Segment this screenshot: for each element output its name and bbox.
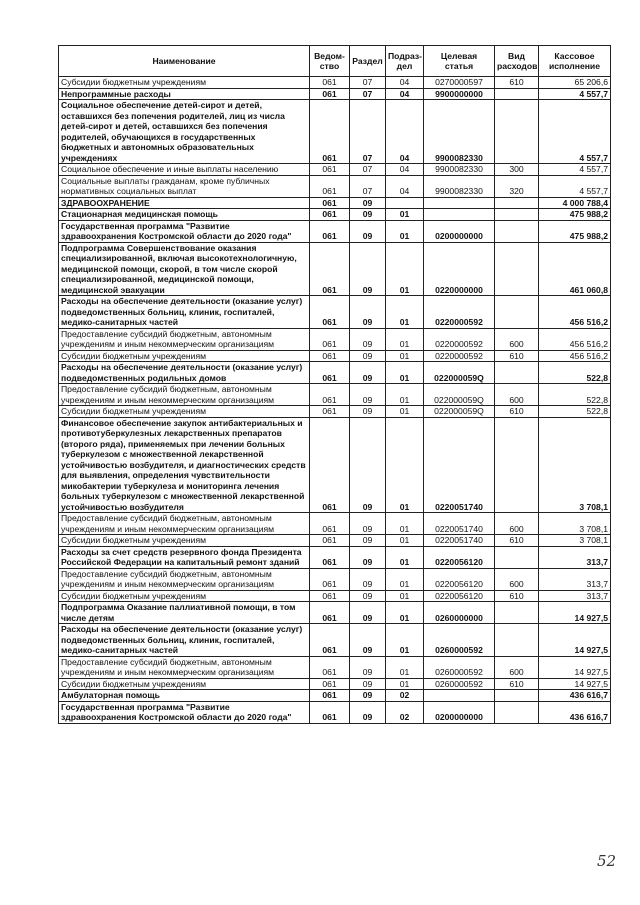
- cell-name: Субсидии бюджетным учреждениям: [59, 77, 310, 89]
- header-expense-type: Вид расходов: [495, 46, 539, 77]
- cell-razdel: 09: [350, 197, 386, 209]
- cell-vedomstvo: 061: [310, 209, 350, 221]
- table-row: [59, 175, 611, 197]
- cell-razdel: 09: [350, 568, 386, 590]
- table-row: [59, 350, 611, 362]
- cell-cash-execution: 14 927,5: [539, 656, 611, 678]
- cell-cash-execution: 456 516,2: [539, 296, 611, 329]
- table-row: [59, 513, 611, 535]
- cell-expense-type: [495, 197, 539, 209]
- table-row: [59, 701, 611, 723]
- cell-cash-execution: 456 516,2: [539, 350, 611, 362]
- cell-podrazdel: 04: [386, 100, 424, 164]
- cell-expense-type: [495, 100, 539, 164]
- cell-name: Субсидии бюджетным учреждениям: [59, 406, 310, 418]
- cell-cash-execution: 522,8: [539, 384, 611, 406]
- cell-cash-execution: 4 557,7: [539, 100, 611, 164]
- table-row: [59, 209, 611, 221]
- cell-razdel: 09: [350, 296, 386, 329]
- cell-expense-type: [495, 546, 539, 568]
- cell-target-article: 0260000592: [424, 678, 495, 690]
- cell-expense-type: [495, 296, 539, 329]
- cell-podrazdel: 01: [386, 590, 424, 602]
- cell-cash-execution: 436 616,7: [539, 690, 611, 702]
- cell-razdel: 09: [350, 624, 386, 657]
- cell-expense-type: 600: [495, 513, 539, 535]
- cell-razdel: 09: [350, 384, 386, 406]
- cell-expense-type: 610: [495, 590, 539, 602]
- table-row: [59, 590, 611, 602]
- cell-razdel: 09: [350, 602, 386, 624]
- table-row: [59, 328, 611, 350]
- cell-expense-type: 300: [495, 164, 539, 176]
- cell-podrazdel: 01: [386, 384, 424, 406]
- cell-podrazdel: 01: [386, 535, 424, 547]
- cell-vedomstvo: 061: [310, 164, 350, 176]
- cell-podrazdel: 01: [386, 546, 424, 568]
- cell-podrazdel: 01: [386, 296, 424, 329]
- cell-name: Социальные выплаты гражданам, кроме публичных нормативных социальных выплат: [59, 175, 310, 197]
- cell-expense-type: [495, 602, 539, 624]
- cell-expense-type: [495, 624, 539, 657]
- table-row: [59, 678, 611, 690]
- cell-target-article: 022000059Q: [424, 406, 495, 418]
- header-razdel: Раздел: [350, 46, 386, 77]
- cell-podrazdel: 01: [386, 602, 424, 624]
- header-vedomstvo: Ведом-ство: [310, 46, 350, 77]
- cell-target-article: 0220000592: [424, 328, 495, 350]
- cell-razdel: 09: [350, 656, 386, 678]
- cell-name: Субсидии бюджетным учреждениям: [59, 350, 310, 362]
- cell-podrazdel: 02: [386, 701, 424, 723]
- cell-razdel: 09: [350, 220, 386, 242]
- cell-razdel: 09: [350, 209, 386, 221]
- cell-podrazdel: 01: [386, 568, 424, 590]
- cell-podrazdel: 01: [386, 624, 424, 657]
- cell-podrazdel: 01: [386, 328, 424, 350]
- cell-cash-execution: 4 557,7: [539, 88, 611, 100]
- cell-cash-execution: 313,7: [539, 568, 611, 590]
- cell-razdel: 07: [350, 88, 386, 100]
- cell-name: Предоставление субсидий бюджетным, автономным учреждениям и иным некоммерческим организациям: [59, 513, 310, 535]
- cell-podrazdel: 02: [386, 690, 424, 702]
- cell-name: Предоставление субсидий бюджетным, автономным учреждениям и иным некоммерческим организациям: [59, 568, 310, 590]
- cell-target-article: [424, 690, 495, 702]
- cell-vedomstvo: 061: [310, 417, 350, 513]
- cell-vedomstvo: 061: [310, 100, 350, 164]
- cell-name: Социальное обеспечение и иные выплаты населению: [59, 164, 310, 176]
- cell-podrazdel: 04: [386, 175, 424, 197]
- cell-vedomstvo: 061: [310, 701, 350, 723]
- cell-razdel: 09: [350, 690, 386, 702]
- cell-podrazdel: 01: [386, 362, 424, 384]
- cell-target-article: 9900082330: [424, 175, 495, 197]
- cell-vedomstvo: 061: [310, 535, 350, 547]
- cell-vedomstvo: 061: [310, 406, 350, 418]
- cell-name: Субсидии бюджетным учреждениям: [59, 678, 310, 690]
- cell-cash-execution: 3 708,1: [539, 535, 611, 547]
- cell-cash-execution: 14 927,5: [539, 624, 611, 657]
- table-row: [59, 197, 611, 209]
- cell-name: Стационарная медицинская помощь: [59, 209, 310, 221]
- cell-razdel: 09: [350, 362, 386, 384]
- cell-target-article: [424, 209, 495, 221]
- cell-expense-type: 320: [495, 175, 539, 197]
- cell-vedomstvo: 061: [310, 656, 350, 678]
- cell-razdel: 09: [350, 350, 386, 362]
- cell-vedomstvo: 061: [310, 242, 350, 296]
- table-row: [59, 88, 611, 100]
- cell-razdel: 09: [350, 406, 386, 418]
- cell-podrazdel: 01: [386, 406, 424, 418]
- table-row: [59, 624, 611, 657]
- cell-cash-execution: 14 927,5: [539, 602, 611, 624]
- cell-vedomstvo: 061: [310, 678, 350, 690]
- cell-cash-execution: 313,7: [539, 590, 611, 602]
- cell-expense-type: 600: [495, 656, 539, 678]
- cell-expense-type: 610: [495, 77, 539, 89]
- budget-execution-table: [58, 45, 611, 724]
- cell-name: Расходы на обеспечение деятельности (оказание услуг) подведомственных больниц, клиник, госпиталей, медико-санитарных частей: [59, 296, 310, 329]
- cell-podrazdel: 04: [386, 88, 424, 100]
- cell-expense-type: [495, 362, 539, 384]
- page-number: 52: [597, 852, 617, 870]
- cell-vedomstvo: 061: [310, 362, 350, 384]
- cell-target-article: 0220051740: [424, 535, 495, 547]
- cell-podrazdel: [386, 197, 424, 209]
- table-row: [59, 535, 611, 547]
- cell-target-article: 0220056120: [424, 568, 495, 590]
- cell-name: Расходы на обеспечение деятельности (оказание услуг) подведомственных родильных домов: [59, 362, 310, 384]
- cell-target-article: [424, 197, 495, 209]
- table-row: [59, 164, 611, 176]
- cell-podrazdel: 01: [386, 678, 424, 690]
- cell-vedomstvo: 061: [310, 328, 350, 350]
- cell-podrazdel: 01: [386, 242, 424, 296]
- cell-name: Расходы за счет средств резервного фонда Президента Российской Федерации на капитальный ремонт зданий: [59, 546, 310, 568]
- cell-name: Государственная программа "Развитие здравоохранения Костромской области до 2020 года": [59, 220, 310, 242]
- cell-vedomstvo: 061: [310, 384, 350, 406]
- cell-cash-execution: 461 060,8: [539, 242, 611, 296]
- cell-podrazdel: 04: [386, 164, 424, 176]
- table-row: [59, 602, 611, 624]
- cell-expense-type: [495, 88, 539, 100]
- cell-cash-execution: 65 206,6: [539, 77, 611, 89]
- cell-name: Социальное обеспечение детей-сирот и детей, оставшихся без попечения родителей, лиц из числа детей-сирот и детей, оставшихся без попечения родителей, обучающихся в государственных бюджетных и автономных образовательных учреждениях: [59, 100, 310, 164]
- cell-razdel: 09: [350, 242, 386, 296]
- cell-cash-execution: 4 557,7: [539, 175, 611, 197]
- table-row: [59, 100, 611, 164]
- table-row: [59, 656, 611, 678]
- cell-expense-type: [495, 690, 539, 702]
- cell-expense-type: [495, 220, 539, 242]
- cell-vedomstvo: 061: [310, 513, 350, 535]
- cell-cash-execution: 4 557,7: [539, 164, 611, 176]
- cell-podrazdel: 01: [386, 513, 424, 535]
- cell-razdel: 09: [350, 513, 386, 535]
- cell-name: Предоставление субсидий бюджетным, автономным учреждениям и иным некоммерческим организациям: [59, 656, 310, 678]
- header-target-article: Целевая статья: [424, 46, 495, 77]
- cell-cash-execution: 456 516,2: [539, 328, 611, 350]
- cell-target-article: 0220051740: [424, 513, 495, 535]
- cell-name: ЗДРАВООХРАНЕНИЕ: [59, 197, 310, 209]
- cell-cash-execution: 313,7: [539, 546, 611, 568]
- cell-name: Подпрограмма Оказание паллиативной помощи, в том числе детям: [59, 602, 310, 624]
- cell-cash-execution: 436 616,7: [539, 701, 611, 723]
- cell-expense-type: [495, 417, 539, 513]
- cell-target-article: 0200000000: [424, 701, 495, 723]
- table-row: [59, 242, 611, 296]
- cell-podrazdel: 01: [386, 417, 424, 513]
- cell-razdel: 09: [350, 546, 386, 568]
- cell-target-article: 022000059Q: [424, 362, 495, 384]
- cell-vedomstvo: 061: [310, 568, 350, 590]
- cell-razdel: 07: [350, 164, 386, 176]
- cell-cash-execution: 522,8: [539, 406, 611, 418]
- cell-expense-type: [495, 242, 539, 296]
- cell-expense-type: 610: [495, 678, 539, 690]
- cell-target-article: 0270000597: [424, 77, 495, 89]
- cell-vedomstvo: 061: [310, 77, 350, 89]
- table-body: [59, 77, 611, 724]
- cell-vedomstvo: 061: [310, 590, 350, 602]
- cell-razdel: 09: [350, 417, 386, 513]
- cell-cash-execution: 475 988,2: [539, 220, 611, 242]
- cell-vedomstvo: 061: [310, 175, 350, 197]
- cell-expense-type: 600: [495, 328, 539, 350]
- table-row: [59, 690, 611, 702]
- cell-vedomstvo: 061: [310, 88, 350, 100]
- cell-target-article: 0260000592: [424, 656, 495, 678]
- header-cash-execution: Кассовое исполнение: [539, 46, 611, 77]
- cell-cash-execution: 4 000 788,4: [539, 197, 611, 209]
- cell-podrazdel: 01: [386, 350, 424, 362]
- cell-razdel: 07: [350, 100, 386, 164]
- cell-name: Амбулаторная помощь: [59, 690, 310, 702]
- cell-vedomstvo: 061: [310, 624, 350, 657]
- cell-target-article: 0220000000: [424, 242, 495, 296]
- table-row: [59, 77, 611, 89]
- cell-vedomstvo: 061: [310, 690, 350, 702]
- cell-podrazdel: 01: [386, 656, 424, 678]
- cell-podrazdel: 04: [386, 77, 424, 89]
- table-row: [59, 568, 611, 590]
- table-row: [59, 220, 611, 242]
- cell-name: Финансовое обеспечение закупок антибактериальных и противотуберкулезных лекарственных препаратов (второго ряда), применяемых при лечении больных туберкулезом с множественной лекарственной устойчивостью возбудителя, и диагностических средств для выявления, определения чувствительности микобактерии туберкулеза и мониторинга лечения больных туберкулезом с множественной лекарственной устойчивостью возбудителя: [59, 417, 310, 513]
- cell-cash-execution: 3 708,1: [539, 513, 611, 535]
- cell-expense-type: [495, 701, 539, 723]
- cell-vedomstvo: 061: [310, 220, 350, 242]
- cell-target-article: 0220056120: [424, 546, 495, 568]
- cell-cash-execution: 522,8: [539, 362, 611, 384]
- cell-target-article: 9900082330: [424, 100, 495, 164]
- cell-expense-type: 610: [495, 535, 539, 547]
- cell-target-article: 9900082330: [424, 164, 495, 176]
- cell-razdel: 09: [350, 328, 386, 350]
- cell-name: Расходы на обеспечение деятельности (оказание услуг) подведомственных больниц, клиник, госпиталей, медико-санитарных частей: [59, 624, 310, 657]
- cell-name: Предоставление субсидий бюджетным, автономным учреждениям и иным некоммерческим организациям: [59, 384, 310, 406]
- cell-target-article: 0220056120: [424, 590, 495, 602]
- table-row: [59, 406, 611, 418]
- cell-target-article: 022000059Q: [424, 384, 495, 406]
- cell-target-article: 0260000592: [424, 624, 495, 657]
- table-row: [59, 296, 611, 329]
- table-row: [59, 384, 611, 406]
- cell-vedomstvo: 061: [310, 197, 350, 209]
- cell-name: Предоставление субсидий бюджетным, автономным учреждениям и иным некоммерческим организациям: [59, 328, 310, 350]
- cell-expense-type: [495, 209, 539, 221]
- cell-cash-execution: 3 708,1: [539, 417, 611, 513]
- cell-name: Государственная программа "Развитие здравоохранения Костромской области до 2020 года": [59, 701, 310, 723]
- cell-name: Подпрограмма Совершенствование оказания специализированной, включая высокотехнологичную, медицинской помощи, скорой, в том числе скорой специализированной, медицинской помощи, медицинской эвакуации: [59, 242, 310, 296]
- cell-cash-execution: 14 927,5: [539, 678, 611, 690]
- cell-cash-execution: 475 988,2: [539, 209, 611, 221]
- table-row: [59, 362, 611, 384]
- cell-razdel: 09: [350, 535, 386, 547]
- table-header-row: [59, 46, 611, 77]
- cell-razdel: 09: [350, 678, 386, 690]
- cell-name: Субсидии бюджетным учреждениям: [59, 535, 310, 547]
- cell-razdel: 09: [350, 701, 386, 723]
- cell-target-article: 0260000000: [424, 602, 495, 624]
- cell-podrazdel: 01: [386, 220, 424, 242]
- cell-target-article: 0220000592: [424, 350, 495, 362]
- cell-target-article: 0200000000: [424, 220, 495, 242]
- cell-expense-type: 610: [495, 406, 539, 418]
- cell-razdel: 07: [350, 77, 386, 89]
- cell-target-article: 9900000000: [424, 88, 495, 100]
- cell-expense-type: 600: [495, 384, 539, 406]
- cell-target-article: 0220000592: [424, 296, 495, 329]
- header-podrazdel: Подраз-дел: [386, 46, 424, 77]
- cell-expense-type: 600: [495, 568, 539, 590]
- cell-vedomstvo: 061: [310, 350, 350, 362]
- cell-vedomstvo: 061: [310, 546, 350, 568]
- header-name: Наименование: [59, 46, 310, 77]
- cell-target-article: 0220051740: [424, 417, 495, 513]
- cell-razdel: 09: [350, 590, 386, 602]
- cell-razdel: 07: [350, 175, 386, 197]
- table-row: [59, 417, 611, 513]
- table-row: [59, 546, 611, 568]
- cell-vedomstvo: 061: [310, 602, 350, 624]
- cell-name: Непрограммные расходы: [59, 88, 310, 100]
- cell-expense-type: 610: [495, 350, 539, 362]
- cell-podrazdel: 01: [386, 209, 424, 221]
- cell-vedomstvo: 061: [310, 296, 350, 329]
- cell-name: Субсидии бюджетным учреждениям: [59, 590, 310, 602]
